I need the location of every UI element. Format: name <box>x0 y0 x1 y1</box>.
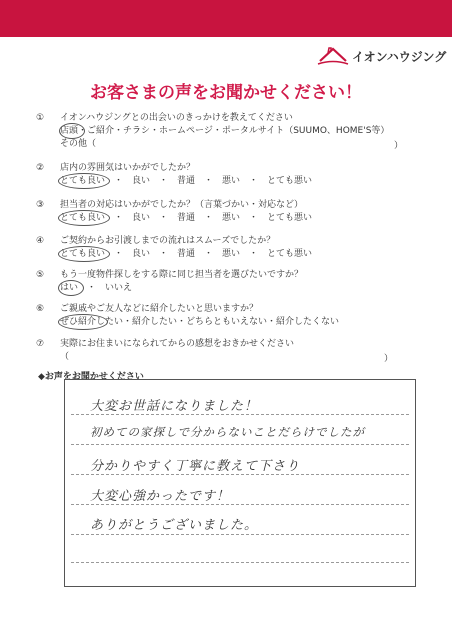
comment-rule <box>71 444 409 445</box>
brand-logo <box>316 44 446 68</box>
question-1-other-close: ） <box>394 141 404 151</box>
answer-circle-q4 <box>58 246 110 262</box>
house-logo-icon <box>316 45 350 67</box>
question-1-options: 店頭・ご紹介・チラシ・ホームページ・ポータルサイト（SUUMO、HOME'S等） <box>60 126 390 136</box>
question-6-text: ご親戚やご友人などに紹介したいと思いますか？ <box>60 304 259 314</box>
question-3-number: ③ <box>36 200 45 210</box>
question-3-options: とても良い ・ 良い ・ 普通 ・ 悪い ・ とても悪い <box>60 213 313 223</box>
comment-line-3: 分かりやすく丁寧に教えて下さり <box>90 459 301 474</box>
question-1-other: その他（ <box>60 139 97 149</box>
question-1-text: イオンハウジングとの出会いのきっかけを教えてください <box>60 113 293 123</box>
comment-line-2: 初めての家探しで分からないことだらけでしたが <box>90 425 365 439</box>
comment-heading: ◆お声をお聞かせください <box>38 372 144 382</box>
answer-circle-q1 <box>59 123 85 139</box>
question-3-text: 担当者の対応はいかがでしたか？（言葉づかい・対応など） <box>60 200 304 210</box>
question-2-number: ② <box>36 163 45 173</box>
comment-rule <box>71 474 409 475</box>
question-5-options: はい ・ いいえ <box>60 283 133 293</box>
comment-rule <box>71 414 409 415</box>
question-7-close: ） <box>384 354 394 364</box>
answer-circle-q2 <box>58 173 110 189</box>
answer-circle-q3 <box>58 210 110 226</box>
question-6-options: ぜひ紹介したい・紹介したい・どちらともいえない・紹介したくない <box>60 317 340 327</box>
question-7-open: （ <box>60 352 70 362</box>
question-1 <box>36 112 390 151</box>
comment-line-4: 大変心強かったです！ <box>90 489 231 504</box>
question-4-text: ご契約からお引渡しまでの流れはスムーズでしたか？ <box>60 236 276 246</box>
question-4-number: ④ <box>36 236 45 246</box>
comment-line-5: ありがとうございました。 <box>90 518 259 533</box>
question-7-text: 実際にお住まいになられてからの感想をおきかせください <box>60 339 295 349</box>
brand-name: イオンハウジング <box>352 49 447 64</box>
page-title: お客さまの声をお聞かせください！ <box>90 83 362 103</box>
question-6-number: ⑥ <box>36 304 45 314</box>
top-color-bar <box>0 0 452 37</box>
question-7 <box>36 338 295 364</box>
question-2-text: 店内の雰囲気はいかがでしたか？ <box>60 163 196 173</box>
comment-line-1: 大変お世話になりました！ <box>90 399 259 414</box>
comment-rule <box>71 504 409 505</box>
comment-rule <box>71 562 409 563</box>
question-1-number: ① <box>36 113 45 123</box>
question-5-text: もう一度物件探しをする際に同じ担当者を選びたいですか？ <box>60 270 304 280</box>
answer-circle-q5 <box>58 280 84 296</box>
answer-circle-q6 <box>58 314 108 330</box>
question-7-number: ⑦ <box>36 339 45 349</box>
question-4-options: とても良い ・ 良い ・ 普通 ・ 悪い ・ とても悪い <box>60 249 313 259</box>
question-2-options: とても良い ・ 良い ・ 普通 ・ 悪い ・ とても悪い <box>60 176 313 186</box>
comment-rule <box>71 534 409 535</box>
question-5-number: ⑤ <box>36 270 45 280</box>
